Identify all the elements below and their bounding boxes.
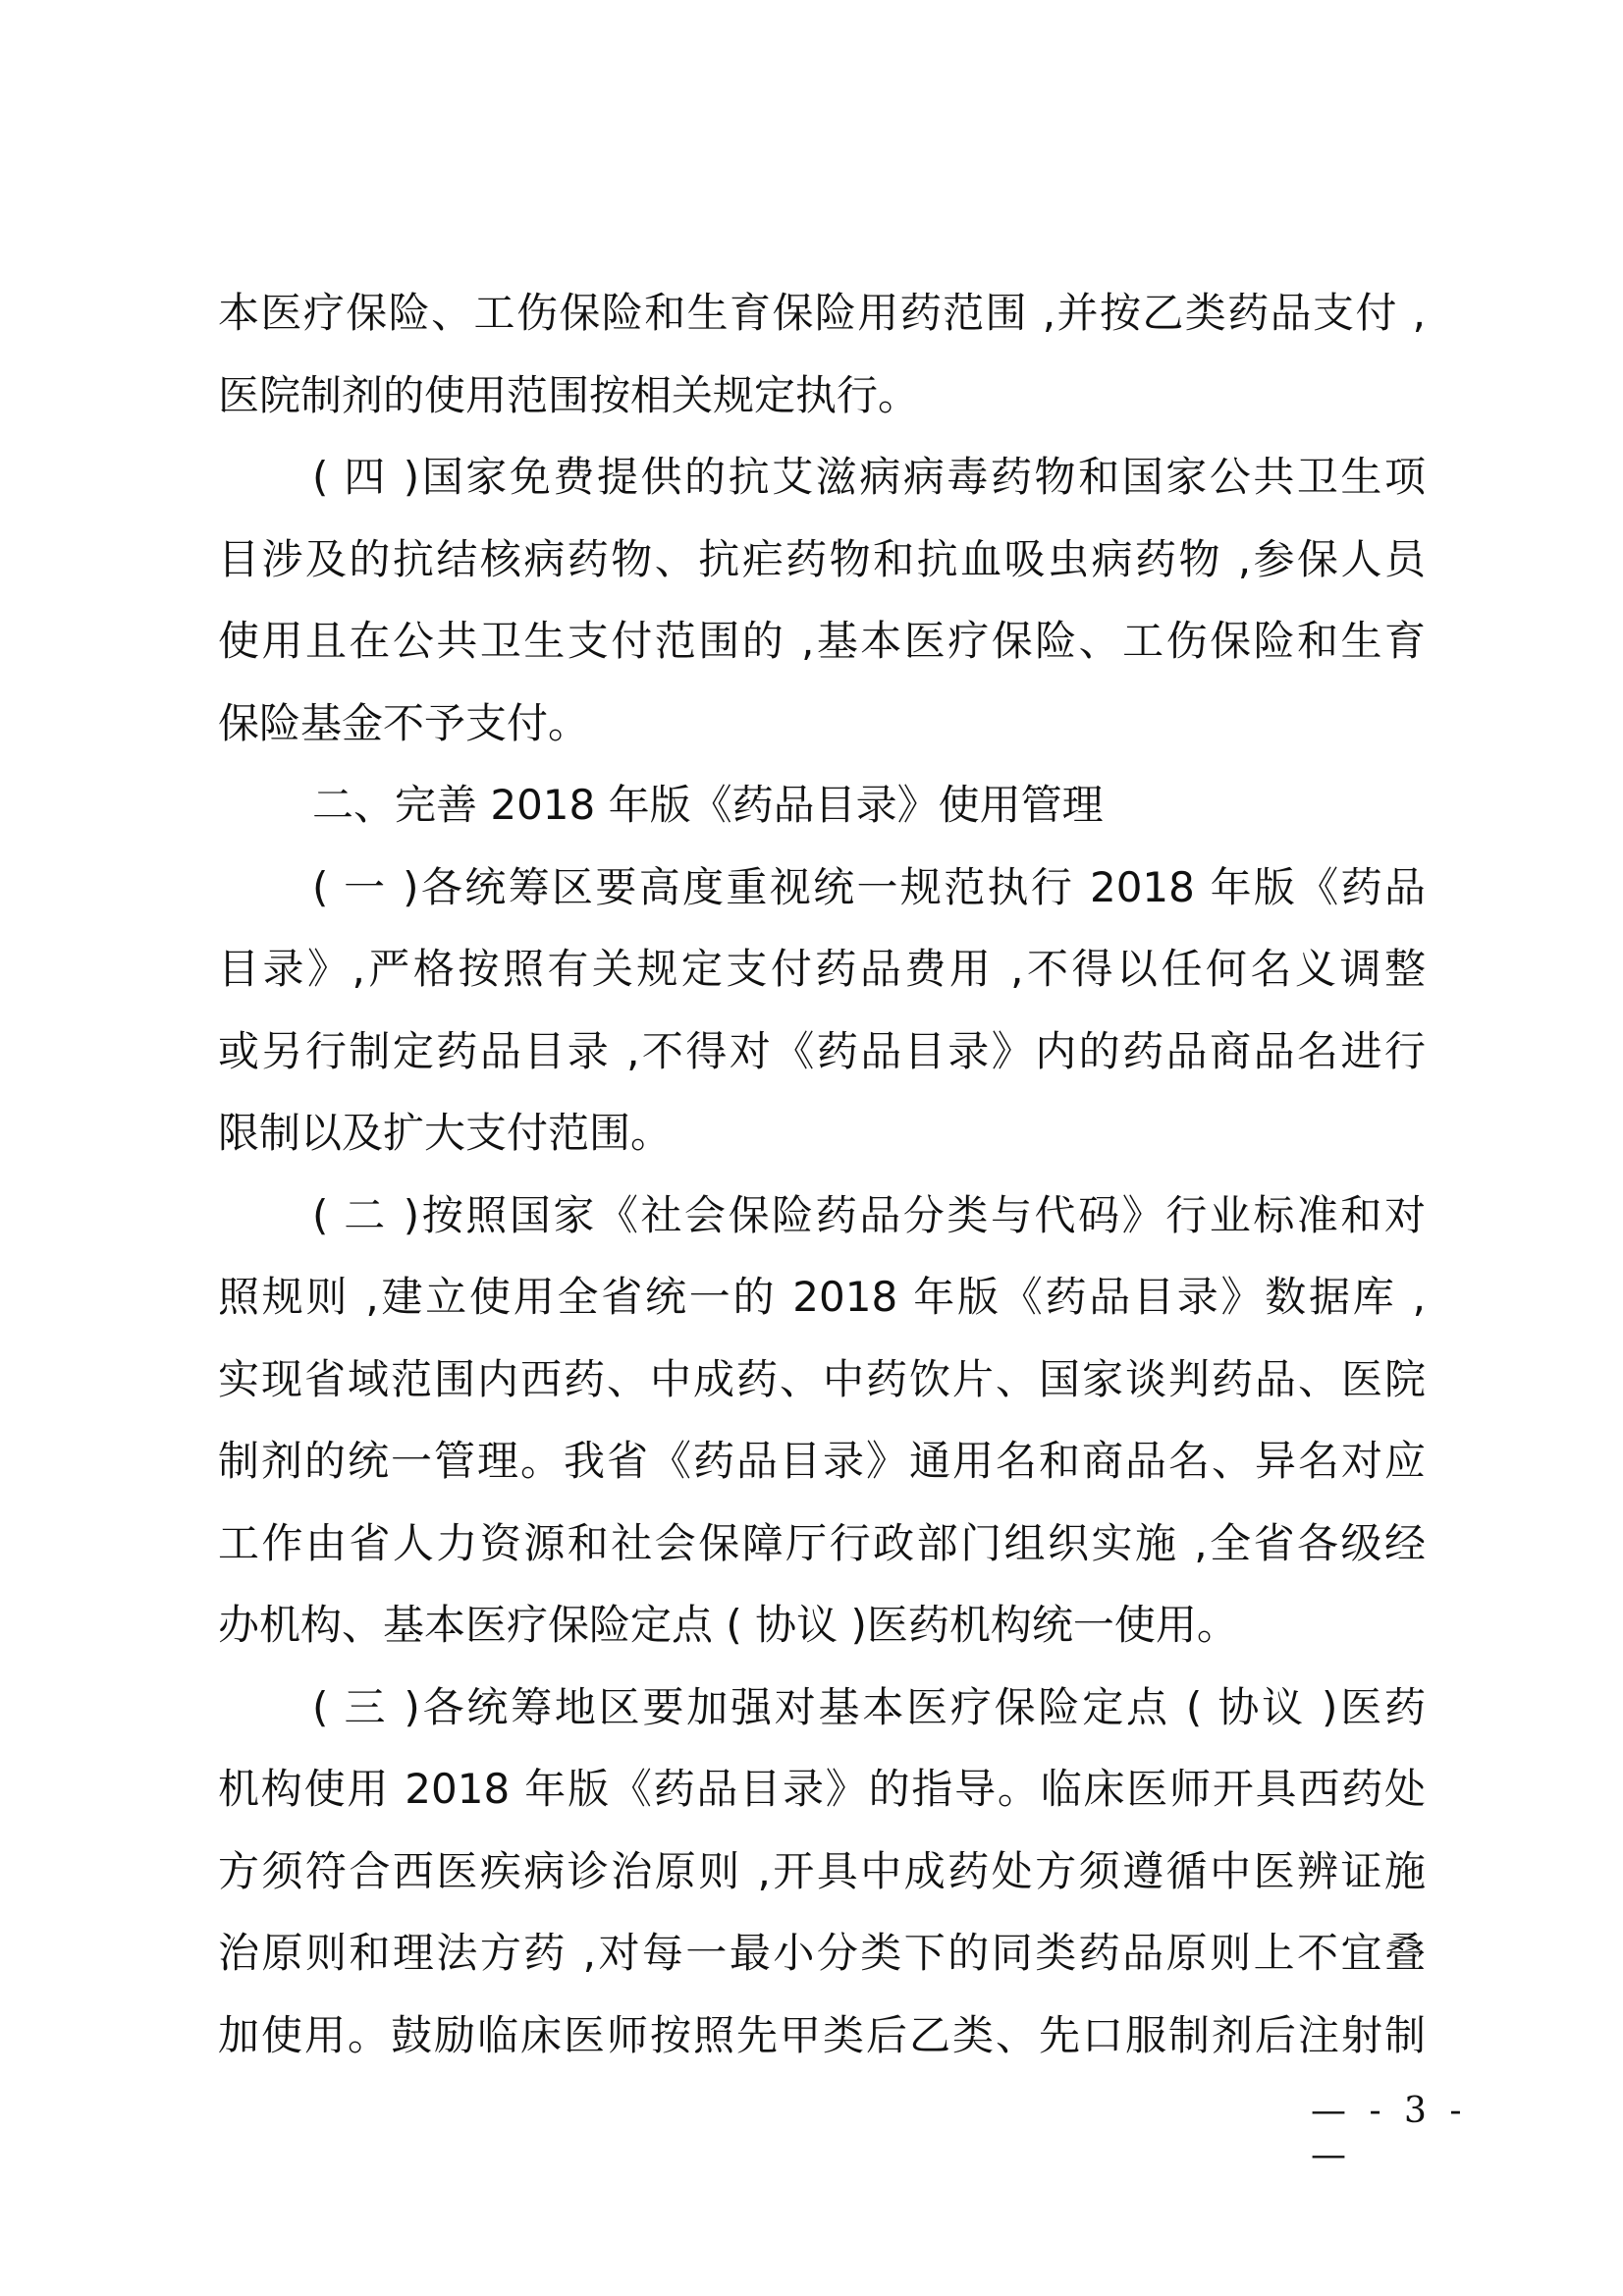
body-line: 治原则和理法方药 ,对每一最小分类下的同类药品原则上不宜叠 <box>218 1929 1426 1977</box>
body-line: 办机构、基本医疗保险定点 ( 协议 )医药机构统一使用。 <box>218 1601 1238 1649</box>
page-number: — - 3 - <box>1311 2091 1468 2131</box>
body-line: 目涉及的抗结核病药物、抗疟药物和抗血吸虫病药物 ,参保人员 <box>218 535 1426 583</box>
body-line: 限制以及扩大支付范围。 <box>218 1109 673 1157</box>
body-line: 机构使用 2018 年版《药品目录》的指导。临床医师开具西药处 <box>218 1765 1426 1813</box>
body-line: 工作由省人力资源和社会保障厅行政部门组织实施 ,全省各级经 <box>218 1519 1426 1567</box>
body-line: 加使用。鼓励临床医师按照先甲类后乙类、先口服制剂后注射制 <box>218 2011 1426 2059</box>
paragraph-heading-2: ( 二 )按照国家《社会保险药品分类与代码》行业标准和对 <box>312 1191 1426 1239</box>
body-line: 照规则 ,建立使用全省统一的 2018 年版《药品目录》数据库 , <box>218 1273 1426 1321</box>
paragraph-heading-4: ( 四 )国家免费提供的抗艾滋病病毒药物和国家公共卫生项 <box>312 453 1426 501</box>
section-heading: 二、完善 2018 年版《药品目录》使用管理 <box>312 781 1104 829</box>
body-line: 制剂的统一管理。我省《药品目录》通用名和商品名、异名对应 <box>218 1437 1426 1485</box>
body-line: 方须符合西医疾病诊治原则 ,开具中成药处方须遵循中医辨证施 <box>218 1847 1426 1895</box>
body-line: 使用且在公共卫生支付范围的 ,基本医疗保险、工伤保险和生育 <box>218 617 1426 665</box>
body-line: 或另行制定药品目录 ,不得对《药品目录》内的药品商品名进行 <box>218 1027 1426 1075</box>
body-line: 保险基金不予支付。 <box>218 699 590 747</box>
paragraph-heading-1: ( 一 )各统筹区要高度重视统一规范执行 2018 年版《药品 <box>312 863 1426 911</box>
body-line: 本医疗保险、工伤保险和生育保险用药范围 ,并按乙类药品支付 , <box>218 289 1426 337</box>
body-line: 目录》,严格按照有关规定支付药品费用 ,不得以任何名义调整 <box>218 945 1426 993</box>
paragraph-heading-3: ( 三 )各统筹地区要加强对基本医疗保险定点 ( 协议 )医药 <box>312 1683 1426 1731</box>
body-line: 实现省域范围内西药、中成药、中药饮片、国家谈判药品、医院 <box>218 1355 1426 1403</box>
page-number-tail: — <box>1311 2135 1346 2175</box>
body-line: 医院制剂的使用范围按相关规定执行。 <box>218 371 920 419</box>
